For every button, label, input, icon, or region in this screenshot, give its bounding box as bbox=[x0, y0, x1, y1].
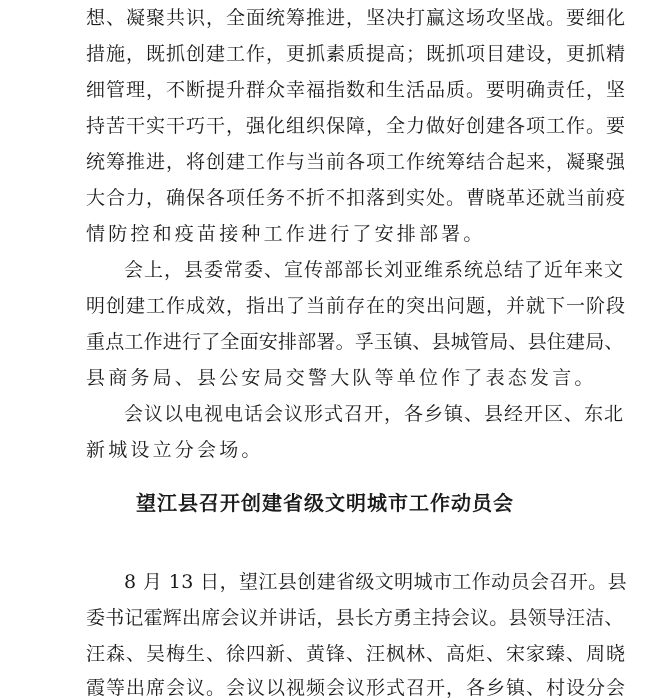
text-line: 委书记霍辉出席会议并讲话，县长方勇主持会议。县领导汪洁、 bbox=[86, 607, 624, 629]
text-line: 明创建工作成效，指出了当前存在的突出问题，并就下一阶段 bbox=[86, 295, 627, 317]
text-line: 新城设立分会场。 bbox=[86, 439, 264, 461]
text-line: 细管理，不断提升群众幸福指数和生活品质。要明确责任，坚 bbox=[86, 79, 627, 101]
text-line: 想、凝聚共识，全面统筹推进，坚决打赢这场攻坚战。要细化 bbox=[86, 7, 627, 29]
text-line: 重点工作进行了全面安排部署。孚玉镇、县城管局、县住建局、 bbox=[86, 331, 624, 353]
text-line: 县商务局、县公安局交警大队等单位作了表态发言。 bbox=[86, 367, 597, 389]
article2-title: 望江县召开创建省级文明城市工作动员会 bbox=[136, 491, 514, 515]
text-line: 会上，县委常委、宣传部部长刘亚维系统总结了近年来文 bbox=[124, 259, 625, 281]
text-line: 情防控和疫苗接种工作进行了安排部署。 bbox=[86, 223, 486, 245]
text-line: 措施，既抓创建工作，更抓素质提高；既抓项目建设，更抓精 bbox=[86, 43, 627, 65]
text-line: 统筹推进，将创建工作与当前各项工作统筹结合起来，凝聚强 bbox=[86, 151, 627, 173]
text-line: 汪森、吴梅生、徐四新、黄锋、汪枫林、高炬、宋家臻、周晓 bbox=[86, 643, 627, 665]
text-line: 大合力，确保各项任务不折不扣落到实处。曹晓革还就当前疫 bbox=[86, 187, 627, 209]
text-line: 持苦干实干巧干，强化组织保障，全力做好创建各项工作。要 bbox=[86, 115, 627, 137]
text-line: 霞等出席会议。会议以视频会议形式召开，各乡镇、村设分会 bbox=[86, 677, 627, 698]
text-line: 会议以电视电话会议形式召开，各乡镇、县经开区、东北 bbox=[124, 403, 625, 425]
text-line: 8 月 13 日，望江县创建省级文明城市工作动员会召开。县 bbox=[124, 571, 627, 593]
